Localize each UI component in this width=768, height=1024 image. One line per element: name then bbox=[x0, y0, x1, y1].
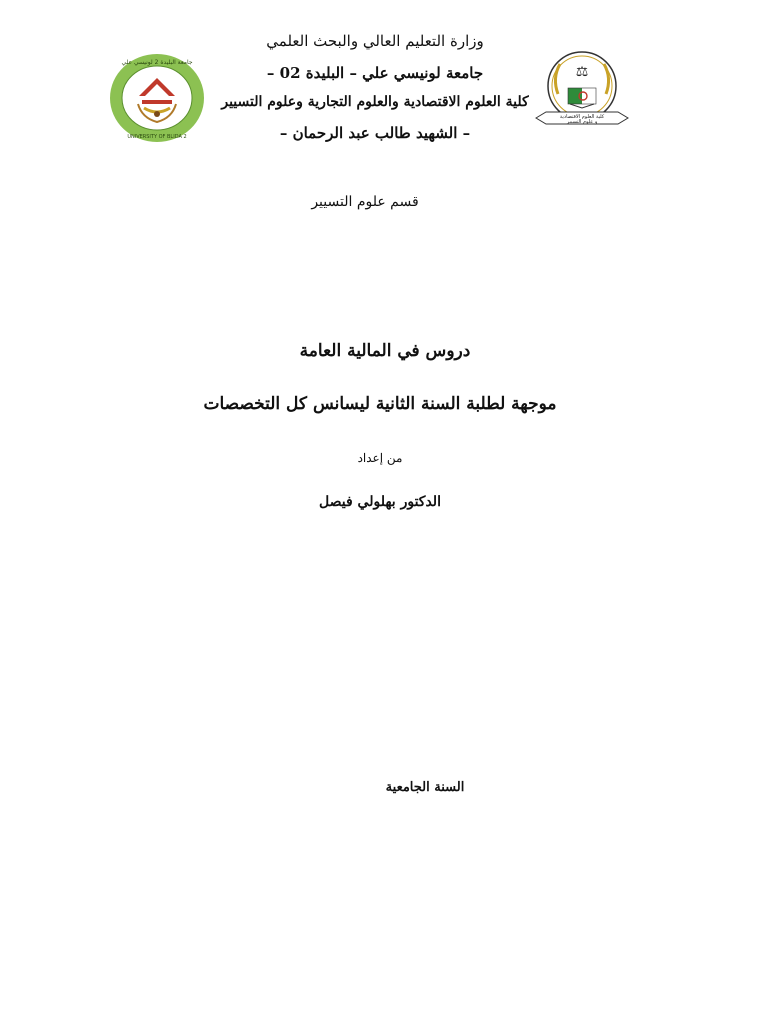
university-logo bbox=[108, 52, 206, 144]
prepared-by-label: من إعداد bbox=[357, 451, 403, 465]
faculty-logo bbox=[530, 48, 634, 142]
svg-text:كلية العلوم الاقتصادية: كلية العلوم الاقتصادية bbox=[559, 114, 605, 120]
svg-text:UNIVERSITY OF BLIDA 2: UNIVERSITY OF BLIDA 2 bbox=[127, 134, 187, 140]
faculty-line: كلية العلوم الاقتصادية والعلوم التجارية وعلوم التسيير bbox=[221, 94, 529, 110]
svg-text:جامعة البليدة 2 لونيسي علي: جامعة البليدة 2 لونيسي علي bbox=[121, 59, 193, 66]
academic-year-label: السنة الجامعية bbox=[385, 780, 465, 795]
department-name: قسم علوم التسيير bbox=[311, 194, 419, 210]
emblem-circle bbox=[548, 52, 616, 120]
author-name: الدكتور بهلولي فيصل bbox=[319, 494, 441, 510]
svg-text:و علوم التسيير: و علوم التسيير bbox=[566, 119, 598, 125]
university-line: جامعة لونيسي علي – البليدة 02 – bbox=[266, 64, 484, 82]
scales-icon: ⚖ bbox=[575, 64, 589, 80]
course-audience: موجهة لطلبة السنة الثانية ليسانس كل التخصصات bbox=[203, 394, 557, 414]
martyr-line: – الشهيد طالب عبد الرحمان – bbox=[279, 124, 471, 142]
ministry-line: وزارة التعليم العالي والبحث العلمي bbox=[266, 32, 484, 50]
course-title: دروس في المالية العامة bbox=[299, 341, 471, 361]
